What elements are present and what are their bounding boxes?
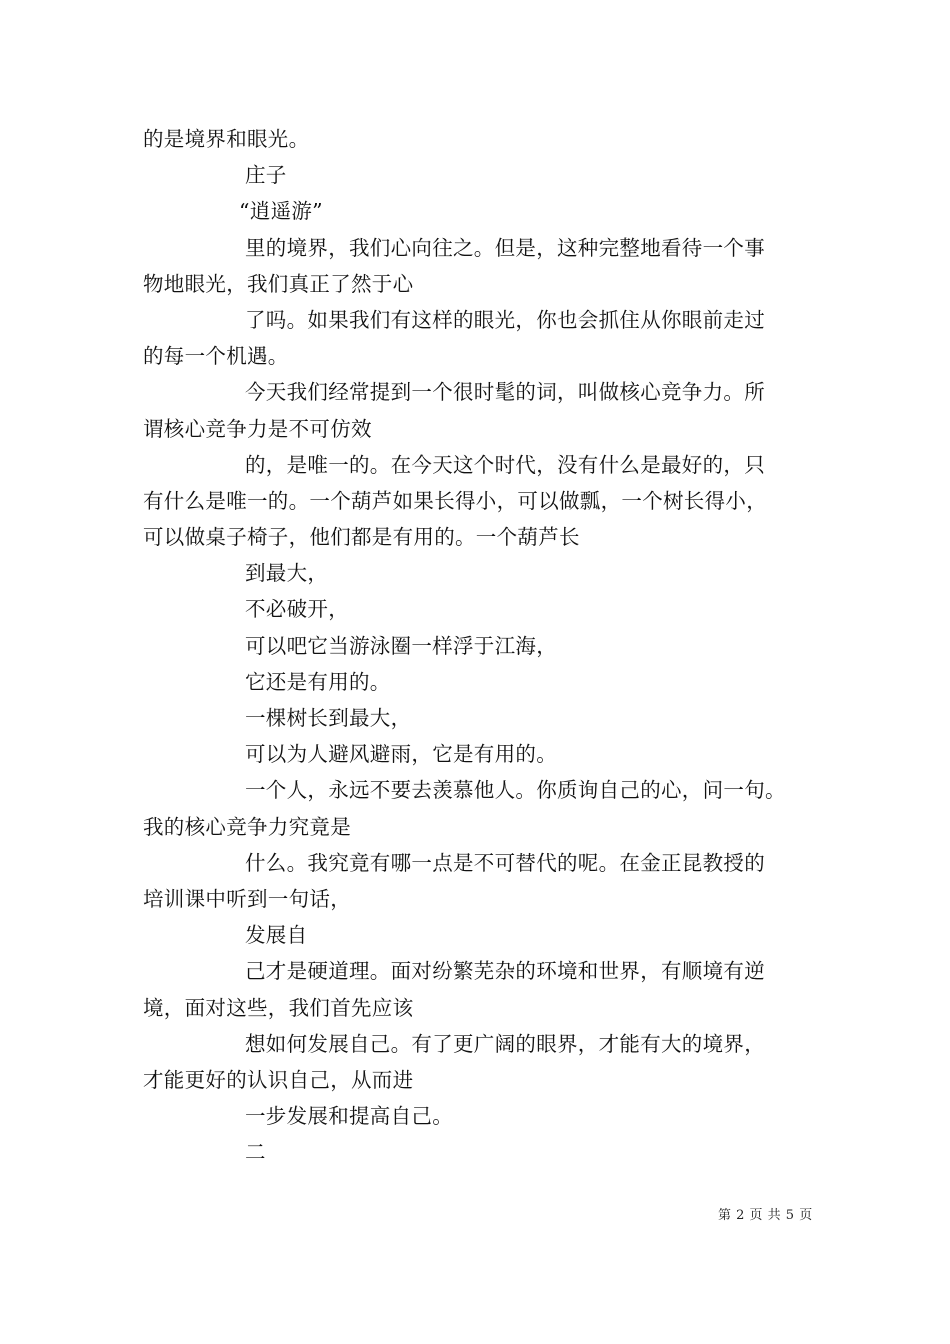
text-line: 有什么是唯一的。一个葫芦如果长得小，可以做瓢，一个树长得小， bbox=[143, 488, 767, 513]
text-line-section-number: 二 bbox=[245, 1140, 266, 1165]
document-body bbox=[143, 121, 833, 1170]
text-line: 才能更好的认识自己，从而进 bbox=[143, 1067, 414, 1092]
text-line: 一棵树长到最大， bbox=[245, 706, 412, 730]
text-line: 一步发展和提高自己。 bbox=[245, 1104, 453, 1129]
text-line: 发展自 bbox=[245, 923, 308, 948]
text-line: 想如何发展自己。有了更广阔的眼界，才能有大的境界， bbox=[245, 1031, 765, 1056]
text-line: 可以为人避风避雨，它是有用的。 bbox=[245, 742, 557, 767]
text-line: 不必破开， bbox=[245, 597, 349, 622]
text-line: 的是境界和眼光。 bbox=[143, 127, 310, 151]
text-line: 了吗。如果我们有这样的眼光，你也会抓住从你眼前走过 bbox=[245, 307, 765, 332]
text-line: 里的境界，我们心向往之。但是，这种完整地看待一个事 bbox=[245, 235, 765, 260]
page-number-footer: 第 2 页 共 5 页 bbox=[718, 1208, 813, 1223]
text-line: 我的核心竞争力究竟是 bbox=[143, 814, 351, 839]
text-line: 可以做桌子椅子，他们都是有用的。一个葫芦长 bbox=[143, 525, 580, 550]
text-line: 到最大， bbox=[245, 561, 329, 586]
text-line: 培训课中听到一句话， bbox=[143, 886, 351, 911]
text-line: 己才是硬道理。面对纷繁芜杂的环境和世界，有顺境有逆 bbox=[245, 959, 765, 984]
text-line: 可以吧它当游泳圈一样浮于江海， bbox=[245, 633, 557, 658]
text-line-author: 庄子 bbox=[245, 163, 287, 188]
text-line: 它还是有用的。 bbox=[245, 669, 391, 694]
text-line: 的每一个机遇。 bbox=[143, 344, 289, 369]
text-line: 今天我们经常提到一个很时髦的词，叫做核心竞争力。所 bbox=[245, 380, 765, 405]
text-line: 物地眼光，我们真正了然于心 bbox=[143, 271, 414, 296]
text-line: 一个人，永远不要去羡慕他人。你质询自己的心，问一句。 bbox=[245, 778, 786, 803]
text-line: 谓核心竞争力是不可仿效 bbox=[143, 416, 372, 441]
text-line-quote-title: “逍遥游” bbox=[239, 199, 323, 224]
text-line: 境，面对这些，我们首先应该 bbox=[143, 995, 414, 1020]
text-line: 的，是唯一的。在今天这个时代，没有什么是最好的，只 bbox=[245, 452, 765, 477]
text-line: 什么。我究竟有哪一点是不可替代的呢。在金正昆教授的 bbox=[245, 850, 765, 875]
